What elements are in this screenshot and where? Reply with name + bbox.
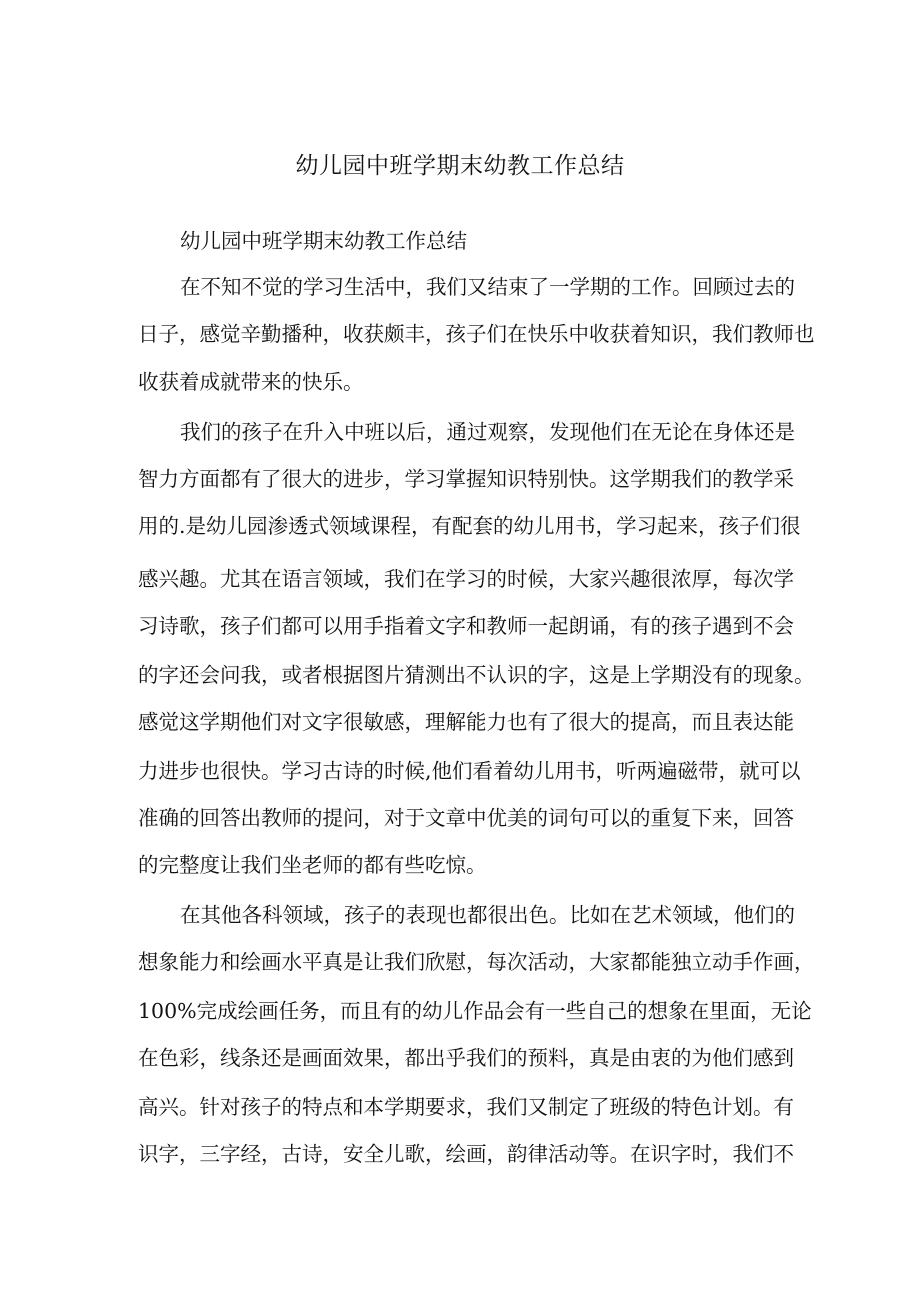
paragraph-3-line-2: 想象能力和绘画水平真是让我们欣慰，每次活动，大家都能独立动手作画，	[138, 950, 815, 974]
paragraph-2-line-5: 习诗歌，孩子们都可以用手指着文字和教师一起朗诵，有的孩子遇到不会	[138, 614, 794, 638]
paragraph-2-line-8: 力进步也很快。学习古诗的时候,他们看着幼儿用书，听两遍磁带，就可以	[138, 759, 801, 783]
paragraph-3-line-3: 100%完成绘画任务，而且有的幼儿作品会有一些自己的想象在里面，无论	[138, 999, 812, 1023]
paragraph-1-line-1: 在不知不觉的学习生活中，我们又结束了一学期的工作。回顾过去的	[180, 275, 795, 299]
paragraph-2-line-9: 准确的回答出教师的提问，对于文章中优美的词句可以的重复下来，回答	[138, 806, 794, 830]
paragraph-3-line-4: 在色彩，线条还是画面效果，都出乎我们的预料，真是由衷的为他们感到	[138, 1046, 794, 1070]
document-title: 幼儿园中班学期末幼教工作总结	[295, 153, 625, 179]
paragraph-2-line-10: 的完整度让我们坐老师的都有些吃惊。	[138, 853, 487, 877]
paragraph-2-line-6: 的字还会问我，或者根据图片猜测出不认识的字，这是上学期没有的现象。	[138, 663, 815, 687]
paragraph-2-line-3: 用的.是幼儿园渗透式领域课程，有配套的幼儿用书，学习起来，孩子们很	[138, 514, 801, 538]
paragraph-1-line-2: 日子，感觉辛勤播种，收获颇丰，孩子们在快乐中收获着知识，我们教师也	[138, 322, 815, 346]
paragraph-2-line-1: 我们的孩子在升入中班以后，通过观察，发现他们在无论在身体还是	[180, 420, 795, 444]
paragraph-2-line-4: 感兴趣。尤其在语言领域，我们在学习的时候，大家兴趣很浓厚，每次学	[138, 567, 794, 591]
paragraph-3-line-1: 在其他各科领域，孩子的表现也都很出色。比如在艺术领域，他们的	[180, 903, 795, 927]
paragraph-3-line-5: 高兴。针对孩子的特点和本学期要求，我们又制定了班级的特色计划。有	[138, 1095, 794, 1119]
paragraph-2-line-2: 智力方面都有了很大的进步，学习掌握知识特别快。这学期我们的教学采	[138, 467, 794, 491]
paragraph-2-line-7: 感觉这学期他们对文字很敏感，理解能力也有了很大的提高，而且表达能	[138, 710, 794, 734]
paragraph-3-line-6: 识字，三字经，古诗，安全儿歌，绘画，韵律活动等。在识字时，我们不	[138, 1142, 794, 1166]
document-subtitle: 幼儿园中班学期末幼教工作总结	[180, 229, 467, 253]
paragraph-1-line-3: 收获着成就带来的快乐。	[138, 370, 364, 394]
